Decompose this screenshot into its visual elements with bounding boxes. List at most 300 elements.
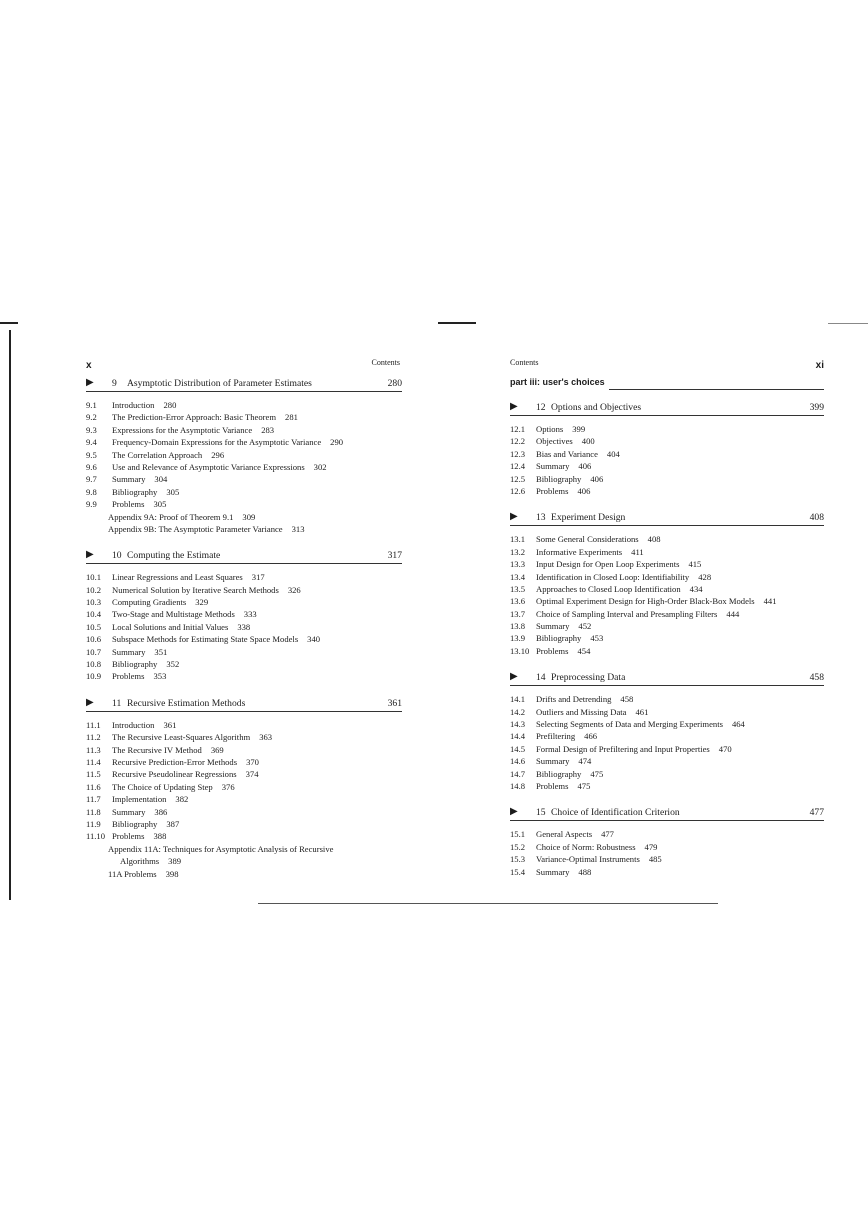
section-title-wrap: [112, 658, 179, 670]
section-title: Recursive Pseudolinear Regressions: [112, 769, 237, 780]
section-number: 12.2: [510, 436, 526, 447]
section-title-wrap: [112, 473, 167, 485]
right-page: [510, 355, 824, 878]
part-heading: [510, 377, 824, 395]
section-title: Bibliography: [536, 768, 582, 779]
section-list: [86, 399, 402, 535]
section-title: Objectives: [536, 436, 573, 447]
section-list: [510, 828, 824, 878]
toc-entry[interactable]: [86, 719, 402, 731]
section-number: 14.4: [510, 731, 526, 742]
section-number: 15.4: [510, 866, 526, 877]
section-title: Problems: [536, 645, 569, 656]
section-title: Formal Design of Prefiltering and Input Properties: [536, 743, 710, 754]
section-title: Subspace Methods for Estimating State Space Models: [112, 634, 299, 645]
chapter-block: [510, 511, 824, 657]
book-spread: [0, 355, 868, 915]
section-title: Variance-Optimal Instruments: [536, 854, 640, 865]
section-number: 13.4: [510, 571, 526, 582]
section-title-wrap: [112, 719, 176, 731]
section-number: 13.8: [510, 621, 526, 632]
section-title-wrap: [112, 411, 298, 423]
section-page: 475: [590, 768, 604, 779]
section-title: Drifts and Detrending: [536, 694, 612, 705]
section-number: 11.8: [86, 806, 101, 817]
toc-entry[interactable]: [510, 718, 824, 730]
section-page: 461: [635, 706, 649, 717]
section-title-wrap: [536, 768, 603, 780]
section-title: Choice of Norm: Robustness: [536, 841, 636, 852]
section-number: 13.2: [510, 546, 526, 557]
section-title-wrap: [536, 423, 585, 435]
right-page-number: xi: [815, 360, 824, 371]
section-number: 11.5: [86, 769, 101, 780]
section-number: 10.4: [86, 609, 102, 620]
section-title: Identification in Closed Loop: Identifiability: [536, 571, 690, 582]
chapter-arrow-icon: ▶: [86, 377, 94, 388]
toc-entry[interactable]: [510, 755, 824, 767]
section-title: Appendix 9B: The Asymptotic Parameter Variance: [108, 523, 283, 534]
section-title-wrap: [112, 621, 250, 633]
section-page: 340: [307, 634, 321, 645]
section-page: 281: [285, 412, 298, 423]
chapter-number: 15: [536, 807, 546, 819]
section-page: 428: [698, 571, 712, 582]
section-list: [86, 719, 402, 880]
section-page: 382: [175, 794, 189, 805]
toc-entry[interactable]: [510, 435, 824, 447]
section-number: 13.5: [510, 583, 526, 594]
section-title-wrap: [112, 486, 179, 498]
section-title-wrap: [112, 596, 208, 608]
toc-entry[interactable]: [86, 424, 402, 436]
toc-entry[interactable]: [510, 485, 824, 497]
toc-entry[interactable]: [510, 571, 824, 583]
toc-entry[interactable]: [510, 853, 824, 865]
section-title: Problems: [536, 485, 569, 496]
toc-entry[interactable]: [510, 730, 824, 742]
section-number: 12.4: [510, 461, 526, 472]
toc-entry[interactable]: [510, 743, 824, 755]
toc-entry[interactable]: [510, 546, 824, 558]
section-title-wrap: [536, 718, 745, 730]
toc-entry[interactable]: [86, 498, 402, 510]
section-number: 13.7: [510, 608, 526, 619]
section-page: 329: [195, 597, 209, 608]
section-title: The Choice of Updating Step: [112, 781, 213, 792]
chapter-number: 9: [112, 378, 117, 389]
section-number: 10.5: [86, 621, 102, 632]
section-page: 404: [606, 448, 620, 459]
toc-entry[interactable]: [86, 756, 402, 768]
section-title: Summary: [536, 756, 570, 767]
section-number: 11.9: [86, 818, 101, 829]
section-page: 398: [165, 868, 179, 879]
section-title: Options: [536, 424, 564, 434]
section-number: 15.2: [510, 841, 526, 852]
section-page: 313: [291, 523, 305, 534]
chapter-arrow-icon: ▶: [510, 401, 518, 412]
section-number: 15.3: [510, 854, 526, 865]
section-title-wrap: [112, 461, 327, 473]
toc-entry[interactable]: [86, 461, 402, 473]
section-title: Informative Experiments: [536, 546, 623, 557]
section-number: 13.10: [510, 645, 530, 656]
toc-entry[interactable]: [510, 558, 824, 570]
section-title-wrap: [112, 436, 343, 448]
toc-entry[interactable]: [510, 768, 824, 780]
chapter-heading[interactable]: [510, 401, 824, 416]
section-title: Computing Gradients: [112, 597, 187, 608]
section-title-wrap: [536, 632, 603, 644]
section-number: 13.9: [510, 633, 526, 644]
section-title-wrap: [112, 584, 301, 596]
section-title: Summary: [536, 866, 570, 877]
toc-entry[interactable]: [86, 806, 402, 818]
toc-entry[interactable]: [510, 632, 824, 644]
section-title-wrap: [112, 449, 224, 461]
right-chapter-list: [510, 401, 824, 878]
section-page: 400: [581, 436, 595, 447]
chapter-page: 280: [387, 378, 402, 389]
toc-entry[interactable]: [510, 473, 824, 485]
section-title: Bibliography: [112, 659, 158, 670]
toc-entry[interactable]: [86, 584, 402, 596]
section-page: 333: [243, 609, 257, 620]
toc-entry[interactable]: [86, 511, 402, 523]
section-number: 14.7: [510, 768, 526, 779]
section-title: The Recursive Least-Squares Algorithm: [112, 732, 251, 743]
chapter-block: [510, 671, 824, 792]
section-page: 399: [572, 424, 586, 434]
part-heading-text: part iii: user's choices: [510, 377, 605, 387]
section-page: 351: [154, 646, 168, 657]
section-number: 12.5: [510, 473, 526, 484]
section-page: 470: [718, 743, 732, 754]
section-page: 352: [166, 659, 180, 670]
section-title-wrap: [536, 460, 591, 472]
section-number: 13.3: [510, 559, 526, 570]
section-title: The Prediction-Error Approach: Basic Theorem: [112, 412, 277, 423]
section-title: The Recursive IV Method: [112, 744, 202, 755]
toc-entry[interactable]: [86, 596, 402, 608]
section-page: 458: [620, 694, 634, 705]
toc-entry[interactable]: [86, 843, 402, 855]
chapter-heading[interactable]: [86, 377, 402, 392]
section-number: 11.7: [86, 794, 101, 805]
section-title-wrap: [536, 533, 661, 545]
chapter-heading[interactable]: [86, 549, 402, 564]
section-title-wrap: [120, 855, 181, 867]
section-number: 14.3: [510, 719, 526, 730]
chapter-block: [86, 377, 402, 535]
toc-entry[interactable]: [510, 841, 824, 853]
section-title-wrap: [536, 743, 732, 755]
section-title: Algorithms: [120, 856, 160, 867]
section-number: 13.6: [510, 596, 526, 607]
section-title-wrap: [112, 806, 167, 818]
section-title: Linear Regressions and Least Squares: [112, 572, 243, 583]
section-page: 309: [242, 511, 256, 522]
section-page: 389: [168, 856, 182, 867]
toc-entry[interactable]: [510, 460, 824, 472]
section-title: Recursive Prediction-Error Methods: [112, 756, 238, 767]
section-number: 12.3: [510, 448, 526, 459]
section-title: Introduction: [112, 400, 155, 410]
section-title-wrap: [112, 424, 274, 436]
chapter-heading[interactable]: [510, 806, 824, 821]
section-number: 11.1: [86, 719, 101, 730]
section-number: 10.6: [86, 634, 102, 645]
section-number: 15.1: [510, 829, 526, 840]
section-page: 415: [688, 559, 702, 570]
chapter-block: [86, 549, 402, 683]
section-title: Problems: [112, 831, 145, 842]
section-page: 326: [287, 584, 301, 595]
section-title-wrap: [108, 868, 179, 880]
section-number: 14.6: [510, 756, 526, 767]
section-title: Two-Stage and Multistage Methods: [112, 609, 235, 620]
section-title-wrap: [112, 781, 235, 793]
section-number: 14.5: [510, 743, 526, 754]
section-title: Appendix 9A: Proof of Theorem 9.1: [108, 511, 234, 522]
chapter-number: 11: [112, 697, 122, 709]
section-title: Optimal Experiment Design for High-Order Black-Box Models: [536, 596, 755, 607]
section-title-wrap: [536, 608, 739, 620]
section-title-wrap: [536, 645, 590, 657]
toc-entry[interactable]: [510, 645, 824, 657]
section-page: 466: [584, 731, 598, 742]
section-title-wrap: [112, 731, 272, 743]
section-page: 370: [246, 756, 259, 767]
toc-entry[interactable]: [86, 633, 402, 645]
toc-entry[interactable]: [510, 693, 824, 705]
chapter-page: 408: [809, 512, 824, 524]
section-title: The Correlation Approach: [112, 449, 203, 460]
toc-entry[interactable]: [510, 780, 824, 792]
section-page: 444: [726, 608, 740, 619]
section-title-wrap: [536, 546, 644, 558]
section-title-wrap: [108, 523, 305, 535]
section-page: 406: [577, 485, 591, 496]
toc-entry[interactable]: [510, 608, 824, 620]
section-page: 361: [163, 719, 177, 730]
section-page: 305: [153, 499, 167, 510]
section-page: 386: [154, 806, 168, 817]
chapter-heading[interactable]: [510, 671, 824, 686]
part-heading-rule: [609, 389, 824, 390]
section-title-wrap: [536, 620, 591, 632]
section-number: 13.1: [510, 534, 526, 545]
toc-entry[interactable]: [510, 595, 824, 607]
section-page: 488: [578, 866, 592, 877]
chapter-title: Computing the Estimate: [127, 550, 221, 562]
chapter-title: Preprocessing Data: [551, 672, 626, 684]
section-page: 304: [154, 474, 168, 485]
section-title: Bibliography: [112, 818, 158, 829]
chapter-number: 14: [536, 672, 546, 684]
section-page: 280: [163, 400, 177, 410]
section-page: 406: [578, 461, 592, 472]
section-title-wrap: [112, 756, 259, 768]
right-running-head: [510, 355, 824, 371]
section-title-wrap: [536, 828, 614, 840]
section-title: Approaches to Closed Loop Identification: [536, 583, 681, 594]
chapter-arrow-icon: ▶: [86, 696, 94, 708]
chapter-title: Choice of Identification Criterion: [551, 807, 680, 819]
toc-entry[interactable]: [86, 608, 402, 620]
section-title-wrap: [536, 485, 590, 497]
section-page: 317: [251, 572, 265, 583]
section-title-wrap: [112, 768, 258, 780]
section-title-wrap: [536, 853, 662, 865]
left-page-number: x: [86, 360, 92, 371]
toc-entry[interactable]: [510, 620, 824, 632]
toc-entry[interactable]: [86, 411, 402, 423]
section-title-wrap: [536, 435, 595, 447]
chapter-arrow-icon: ▶: [510, 511, 518, 523]
toc-entry[interactable]: [86, 731, 402, 743]
section-title: Summary: [536, 621, 570, 632]
toc-entry[interactable]: [86, 571, 402, 583]
toc-entry[interactable]: [86, 818, 402, 830]
toc-entry[interactable]: [86, 781, 402, 793]
section-page: 338: [237, 621, 251, 632]
toc-entry[interactable]: [86, 621, 402, 633]
toc-entry[interactable]: [86, 486, 402, 498]
section-page: 464: [731, 719, 745, 730]
section-list: [510, 693, 824, 792]
toc-entry[interactable]: [86, 646, 402, 658]
chapter-page: 361: [387, 697, 402, 709]
chapter-arrow-icon: ▶: [510, 806, 518, 818]
section-title-wrap: [536, 755, 591, 767]
section-title-wrap: [536, 730, 597, 742]
section-page: 408: [647, 534, 661, 545]
chapter-arrow-icon: ▶: [86, 549, 94, 561]
section-page: 369: [210, 744, 224, 755]
section-number: 14.2: [510, 706, 526, 717]
toc-entry[interactable]: [86, 744, 402, 756]
toc-entry[interactable]: [86, 768, 402, 780]
section-page: 388: [153, 831, 167, 842]
section-page: 353: [153, 671, 167, 682]
section-title: Implementation: [112, 794, 167, 805]
section-title: Bibliography: [112, 486, 158, 497]
chapter-number: 13: [536, 512, 546, 524]
toc-entry[interactable]: [86, 473, 402, 485]
section-page: 302: [313, 461, 327, 472]
section-number: 9.5: [86, 449, 97, 460]
section-page: 406: [590, 473, 604, 484]
section-title-wrap: [536, 841, 657, 853]
section-title: Selecting Segments of Data and Merging Experiments: [536, 719, 723, 730]
toc-entry[interactable]: [510, 706, 824, 718]
section-number: 11.4: [86, 756, 101, 767]
chapter-page: 458: [809, 672, 824, 684]
section-number: 10.1: [86, 572, 102, 583]
section-title-wrap: [108, 511, 255, 523]
toc-entry[interactable]: [86, 658, 402, 670]
section-title-wrap: [112, 399, 176, 411]
section-title-wrap: [108, 843, 342, 855]
toc-entry[interactable]: [510, 533, 824, 545]
toc-entry[interactable]: [86, 399, 402, 411]
section-number: 10.3: [86, 597, 102, 608]
scan-corner-mark: [0, 322, 18, 324]
section-number: 10.7: [86, 646, 102, 657]
section-title: Summary: [536, 461, 570, 472]
toc-entry[interactable]: [510, 866, 824, 878]
section-title-wrap: [536, 693, 633, 705]
toc-entry[interactable]: [86, 436, 402, 448]
chapter-number: 12: [536, 402, 546, 413]
section-title-wrap: [112, 818, 179, 830]
section-page: 387: [166, 818, 180, 829]
section-title-wrap: [536, 595, 777, 607]
left-running-head: [86, 355, 402, 371]
section-number: 10.8: [86, 659, 102, 670]
right-running-title: Contents: [510, 358, 539, 367]
toc-entry[interactable]: [510, 828, 824, 840]
toc-entry[interactable]: [86, 830, 402, 842]
scan-top-rule-right: [828, 323, 868, 324]
toc-entry[interactable]: [510, 583, 824, 595]
toc-entry[interactable]: [510, 423, 824, 435]
chapter-heading[interactable]: [510, 511, 824, 526]
section-page: 290: [330, 437, 344, 448]
section-number: 9.2: [86, 412, 97, 423]
section-page: 485: [648, 854, 662, 865]
toc-entry[interactable]: [86, 670, 402, 682]
section-page: 376: [221, 781, 235, 792]
section-number: 9.4: [86, 437, 97, 448]
section-list: [510, 423, 824, 497]
section-title: Appendix 11A: Techniques for Asymptotic Analysis of Recursive: [108, 843, 334, 854]
toc-entry[interactable]: [86, 868, 402, 880]
section-number: 12.1: [510, 424, 526, 434]
left-chapter-list: [86, 377, 402, 880]
section-title-wrap: [112, 608, 257, 620]
toc-entry[interactable]: [510, 448, 824, 460]
chapter-block: [86, 697, 402, 880]
section-number: 9.3: [86, 424, 97, 435]
section-title-wrap: [536, 866, 591, 878]
section-title-wrap: [536, 571, 711, 583]
toc-entry[interactable]: [86, 523, 402, 535]
section-page: 363: [259, 732, 273, 743]
section-number: 9.1: [86, 400, 97, 410]
section-title: Outliers and Missing Data: [536, 706, 627, 717]
chapter-title: Recursive Estimation Methods: [127, 697, 246, 709]
toc-entry[interactable]: [86, 855, 402, 867]
section-title: Input Design for Open Loop Experiments: [536, 559, 680, 570]
section-title: Bibliography: [536, 633, 582, 644]
section-title: Bibliography: [536, 473, 582, 484]
toc-entry[interactable]: [86, 449, 402, 461]
section-title-wrap: [112, 793, 188, 805]
section-number: 11.10: [86, 831, 106, 842]
section-title-wrap: [536, 448, 620, 460]
section-title-wrap: [112, 646, 167, 658]
chapter-heading[interactable]: [86, 697, 402, 712]
section-number: 11.3: [86, 744, 101, 755]
section-page: 452: [578, 621, 592, 632]
toc-entry[interactable]: [86, 793, 402, 805]
section-page: 296: [211, 449, 225, 460]
scan-top-mark: [438, 322, 476, 324]
section-title: Introduction: [112, 719, 155, 730]
